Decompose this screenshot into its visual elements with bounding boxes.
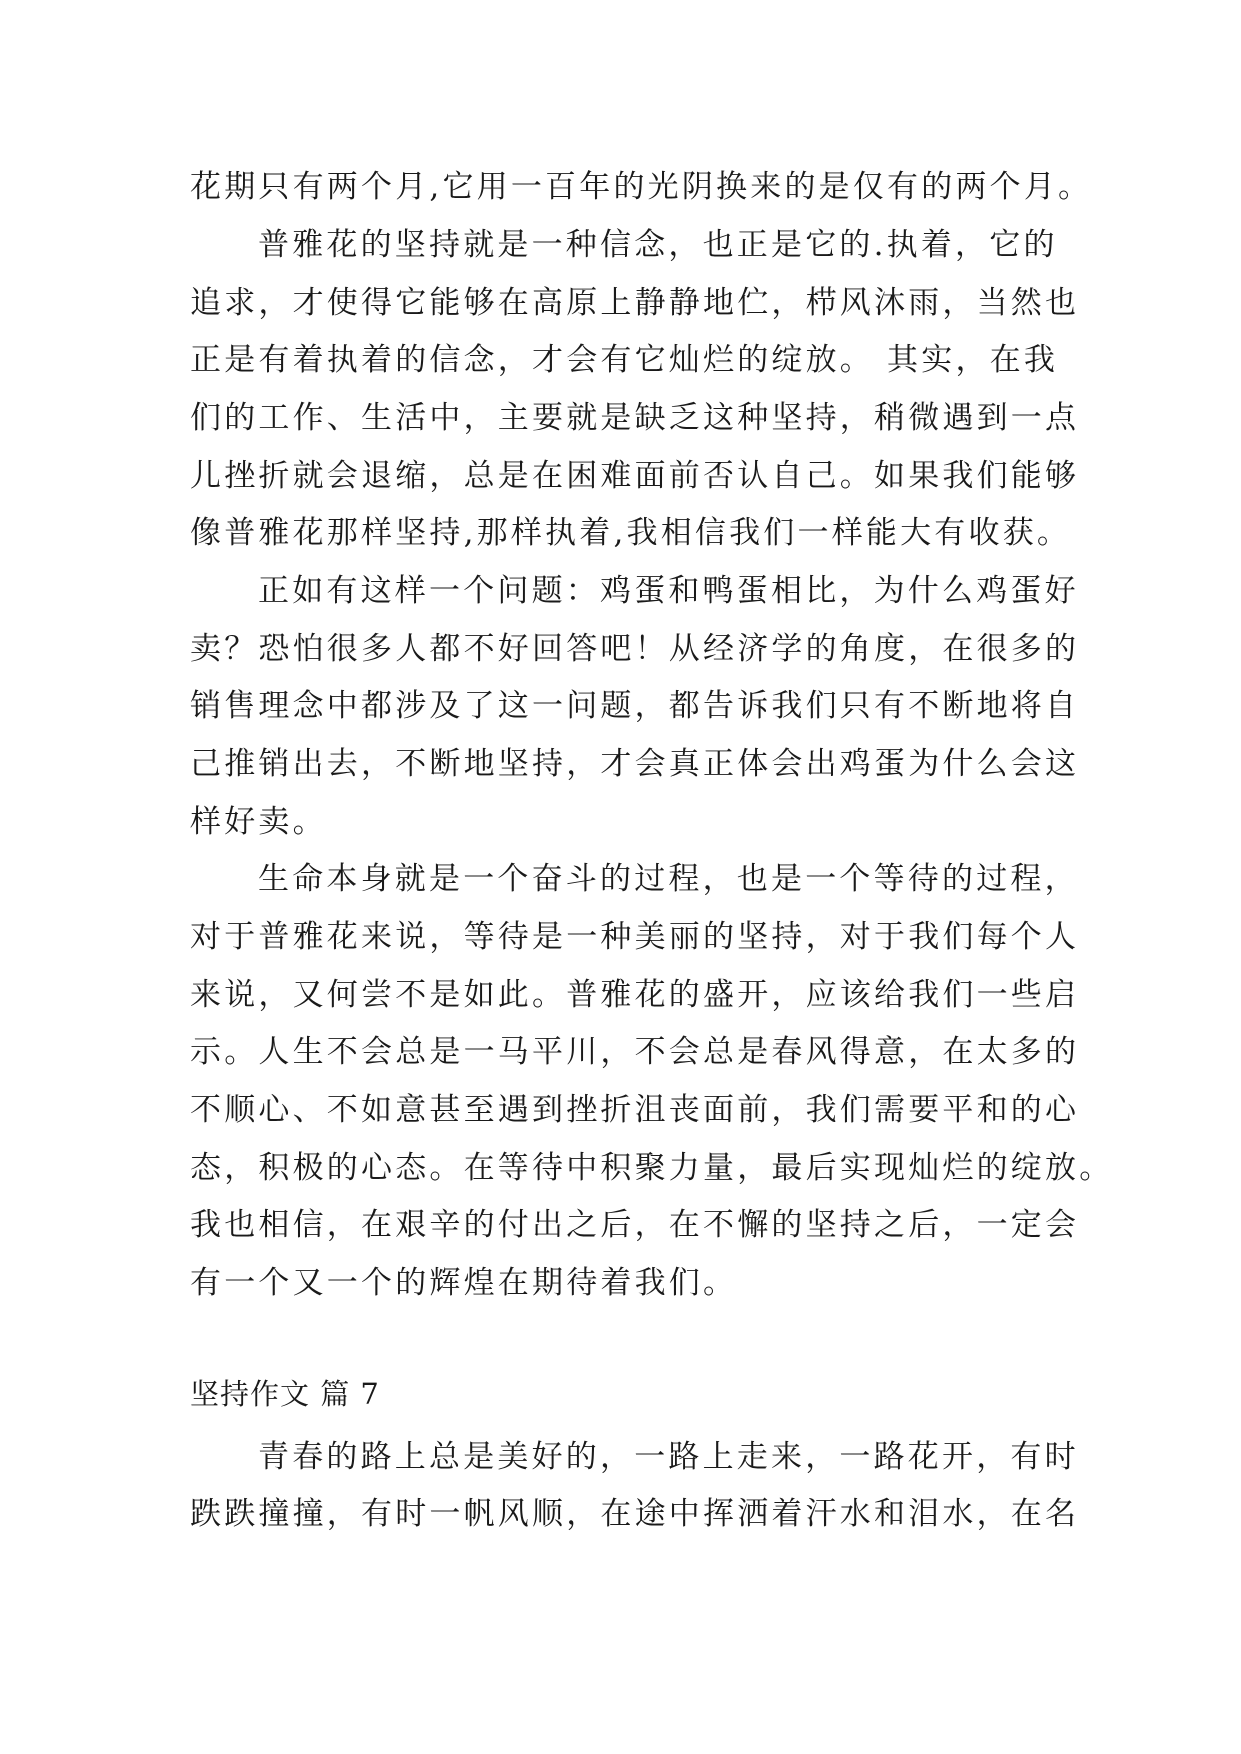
paragraph-line: 有一个又一个的辉煌在期待着我们。: [190, 1265, 738, 1301]
paragraph-line: 样好卖。: [190, 804, 327, 840]
paragraph-line: 正是有着执着的信念，才会有它灿烂的绽放。 其实，在我: [190, 342, 1059, 378]
section-heading: 坚持作文 篇 7: [190, 1377, 380, 1411]
paragraph-line: 示。人生不会总是一马平川，不会总是春风得意，在太多的: [190, 1034, 1080, 1070]
paragraph-line: 正如有这样一个问题：鸡蛋和鸭蛋相比，为什么鸡蛋好: [258, 573, 1079, 609]
paragraph-line: 花期只有两个月,它用一百年的光阴换来的是仅有的两个月。: [190, 169, 1093, 205]
paragraph-line: 儿挫折就会退缩，总是在困难面前否认自己。如果我们能够: [190, 458, 1080, 494]
paragraph-line: 我也相信，在艰辛的付出之后，在不懈的坚持之后，一定会: [190, 1207, 1080, 1243]
paragraph-line: 己推销出去，不断地坚持，才会真正体会出鸡蛋为什么会这: [190, 746, 1080, 782]
paragraph-line: 青春的路上总是美好的，一路上走来，一路花开，有时: [258, 1439, 1079, 1475]
paragraph-line: 生命本身就是一个奋斗的过程，也是一个等待的过程，: [258, 861, 1079, 897]
paragraph-line: 态，积极的心态。在等待中积聚力量，最后实现灿烂的绽放。: [190, 1150, 1114, 1186]
paragraph-line: 卖？恐怕很多人都不好回答吧！从经济学的角度，在很多的: [190, 631, 1080, 667]
paragraph-line: 来说，又何尝不是如此。普雅花的盛开，应该给我们一些启: [190, 977, 1080, 1013]
paragraph-line: 对于普雅花来说，等待是一种美丽的坚持，对于我们每个人: [190, 919, 1080, 955]
paragraph-line: 不顺心、不如意甚至遇到挫折沮丧面前，我们需要平和的心: [190, 1092, 1080, 1128]
paragraph-line: 们的工作、生活中，主要就是缺乏这种坚持，稍微遇到一点: [190, 400, 1080, 436]
paragraph-line: 普雅花的坚持就是一种信念，也正是它的.执着，它的: [258, 227, 1058, 263]
paragraph-line: 像普雅花那样坚持,那样执着,我相信我们一样能大有收获。: [190, 515, 1072, 551]
paragraph-line: 追求，才使得它能够在高原上静静地伫，栉风沐雨，当然也: [190, 285, 1080, 321]
paragraph-line: 跌跌撞撞，有时一帆风顺，在途中挥洒着汗水和泪水，在名: [190, 1496, 1080, 1532]
paragraph-line: 销售理念中都涉及了这一问题，都告诉我们只有不断地将自: [190, 688, 1080, 724]
